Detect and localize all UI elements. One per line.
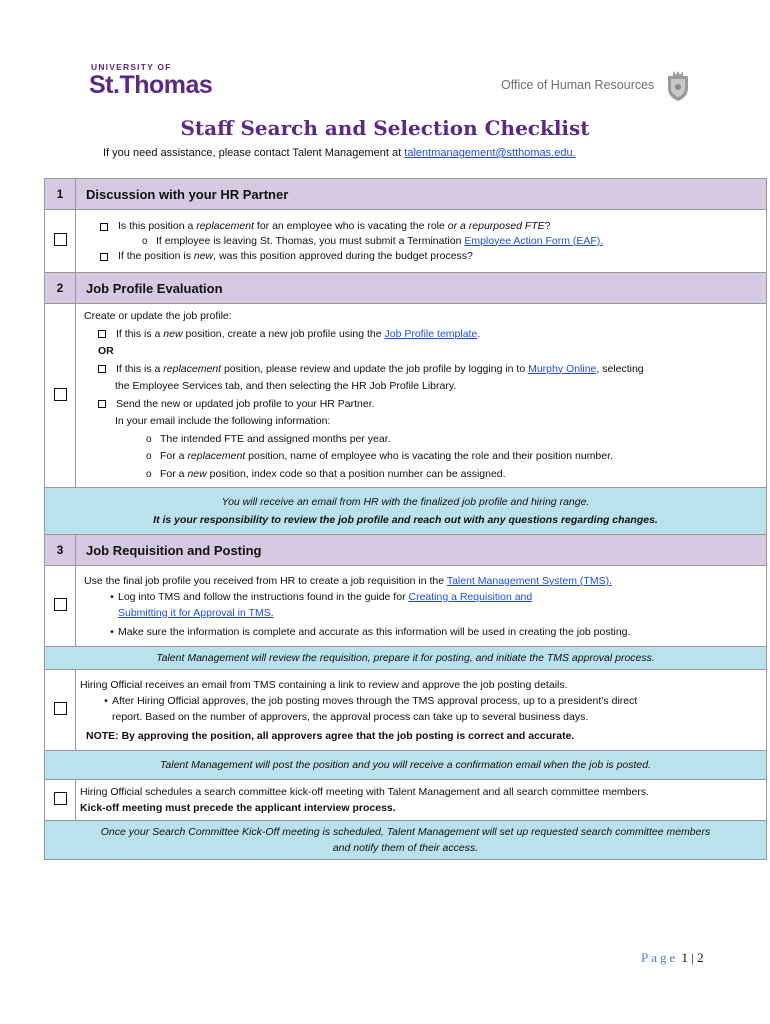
- section-3-header: [45, 535, 767, 566]
- s2-item-new: If this is a new position, create a new job profile using the Job Profile template.: [84, 326, 758, 344]
- section-3c-checkbox[interactable]: [54, 792, 67, 805]
- section-3-row-c: [45, 780, 767, 821]
- tms-link[interactable]: Talent Management System (TMS).: [446, 574, 612, 587]
- section-3-row-b: [45, 670, 767, 751]
- section-3-row-a: [45, 566, 767, 647]
- creating-requisition-guide-link[interactable]: Creating a Requisition and: [408, 590, 533, 603]
- section-1-title: Discussion with your HR Partner: [76, 179, 767, 210]
- s2-info-replacement: o For a replacement position, name of employee who is vacating the role and their position number.: [84, 448, 758, 466]
- section-1-number: 1: [45, 179, 76, 210]
- section-2-checkbox[interactable]: [54, 388, 67, 401]
- bullet-dot-icon: •: [110, 590, 114, 603]
- section-3-title: Job Requisition and Posting: [76, 535, 767, 566]
- murphy-online-link[interactable]: Murphy Online: [528, 362, 597, 375]
- s2-item-send: Send the new or updated job profile to your HR Partner.: [84, 396, 758, 414]
- bullet-square-icon: [100, 253, 108, 261]
- office-name: Office of Human Resources: [501, 78, 655, 92]
- section-1-checkbox[interactable]: [54, 233, 67, 246]
- section-1-row: [45, 210, 767, 273]
- section-3b-checkbox[interactable]: [54, 702, 67, 715]
- s3-kickoff-note: Kick-off meeting must precede the applicant interview process.: [80, 802, 396, 814]
- document-title: Staff Search and Selection Checklist: [180, 116, 590, 140]
- s3-kickoff: Hiring Official schedules a search committee kick-off meeting with Talent Management and all search committee members.: [80, 786, 649, 798]
- s2-intro: Create or update the job profile:: [84, 310, 232, 322]
- bullet-square-icon: [98, 400, 106, 408]
- assistance-text: [103, 147, 576, 159]
- section-3a-checkbox[interactable]: [54, 598, 67, 611]
- section-3-note-b: Talent Management will post the position and you will receive a confirmation email when the job is posted.: [45, 751, 767, 780]
- bullet-dot-icon: •: [110, 625, 114, 638]
- s1-item-new: If the position is new, was this position approved during the budget process?: [100, 249, 758, 264]
- s3-item-approval: • After Hiring Official approves, the job posting moves through the TMS approval process, up to a president’s direct report. Based on the number of approvers, the approval process can take up to several business days.: [80, 693, 758, 725]
- s3-hiring-email: Hiring Official receives an email from TMS containing a link to review and approve the job posting details.: [80, 678, 568, 691]
- s2-note-line2: It is your responsibility to review the job profile and reach out with any questions regarding changes.: [153, 514, 658, 526]
- crest-icon: [665, 70, 691, 102]
- employee-action-form-link[interactable]: Employee Action Form (EAF).: [464, 234, 604, 247]
- s2-info-new: o For a new position, index code so that a position number can be assigned.: [84, 466, 758, 484]
- section-1-header: [45, 179, 767, 210]
- s2-note-line1: You will receive an email from HR with the finalized job profile and hiring range.: [221, 496, 590, 508]
- section-3-note-c: [45, 821, 767, 860]
- s2-info-fte: o The intended FTE and assigned months per year.: [84, 431, 758, 449]
- creating-requisition-guide-link-line2[interactable]: Submitting it for Approval in TMS.: [118, 606, 274, 619]
- logo-university-of: UNIVERSITY OF: [91, 62, 172, 72]
- s1-item-replacement: Is this position a replacement for an employee who is vacating the role or a repurposed FTE?: [100, 219, 758, 234]
- bullet-circle-icon: o: [146, 433, 152, 445]
- section-2-title: Job Profile Evaluation: [76, 273, 767, 304]
- section-2-header: [45, 273, 767, 304]
- s1-subitem-eaf: o If employee is leaving St. Thomas, you must submit a Termination Employee Action Form (EAF).: [142, 234, 604, 247]
- s3-requisition: Use the final job profile you received from HR to create a job requisition in the Talent Management System (TMS).: [84, 574, 612, 587]
- s3-approval-note: NOTE: By approving the position, all approvers agree that the job posting is correct and accurate.: [86, 729, 575, 742]
- section-2-note: [45, 488, 767, 535]
- page-number-value: 1 | 2: [678, 950, 704, 965]
- s2-or: OR: [98, 345, 114, 357]
- bullet-circle-icon: o: [146, 468, 152, 480]
- s3-item-login: • Log into TMS and follow the instructions found in the guide for Creating a Requisition and Submitting it for Approval in TMS.: [84, 589, 758, 621]
- s2-item-replacement: If this is a replacement position, please review and update the job profile by logging in to Murphy Online, selecting: [84, 361, 758, 379]
- checklist-table: [44, 178, 767, 860]
- section-2-row: [45, 304, 767, 488]
- bullet-dot-icon: •: [104, 694, 108, 707]
- section-3-number: 3: [45, 535, 76, 566]
- talent-management-email-link[interactable]: talentmanagement@stthomas.edu.: [404, 147, 576, 159]
- s3-item-accurate: • Make sure the information is complete and accurate as this information will be used in creating the job posting.: [84, 624, 758, 640]
- bullet-square-icon: [98, 365, 106, 373]
- bullet-square-icon: [100, 223, 108, 231]
- s3-note-c-line2: and notify them of their access.: [332, 842, 479, 854]
- page-word: Page: [641, 950, 679, 965]
- section-3-note-a: Talent Management will review the requisition, prepare it for posting, and initiate the TMS approval process.: [45, 647, 767, 670]
- page-number: [641, 950, 704, 966]
- job-profile-template-link[interactable]: Job Profile template: [384, 327, 478, 340]
- bullet-circle-icon: o: [146, 451, 152, 462]
- section-2-number: 2: [45, 273, 76, 304]
- bullet-square-icon: [98, 330, 106, 338]
- s2-email-intro: In your email include the following information:: [115, 415, 331, 427]
- s3-note-c-line1: Once your Search Committee Kick-Off meeting is scheduled, Talent Management will set up requested search committee members: [100, 826, 711, 838]
- assistance-prefix: If you need assistance, please contact Talent Management at: [103, 147, 405, 159]
- logo-st-thomas: St.Thomas: [89, 71, 213, 99]
- bullet-circle-icon: o: [142, 235, 148, 247]
- s2-item-replacement-line2: the Employee Services tab, and then selecting the HR Job Profile Library.: [115, 380, 457, 392]
